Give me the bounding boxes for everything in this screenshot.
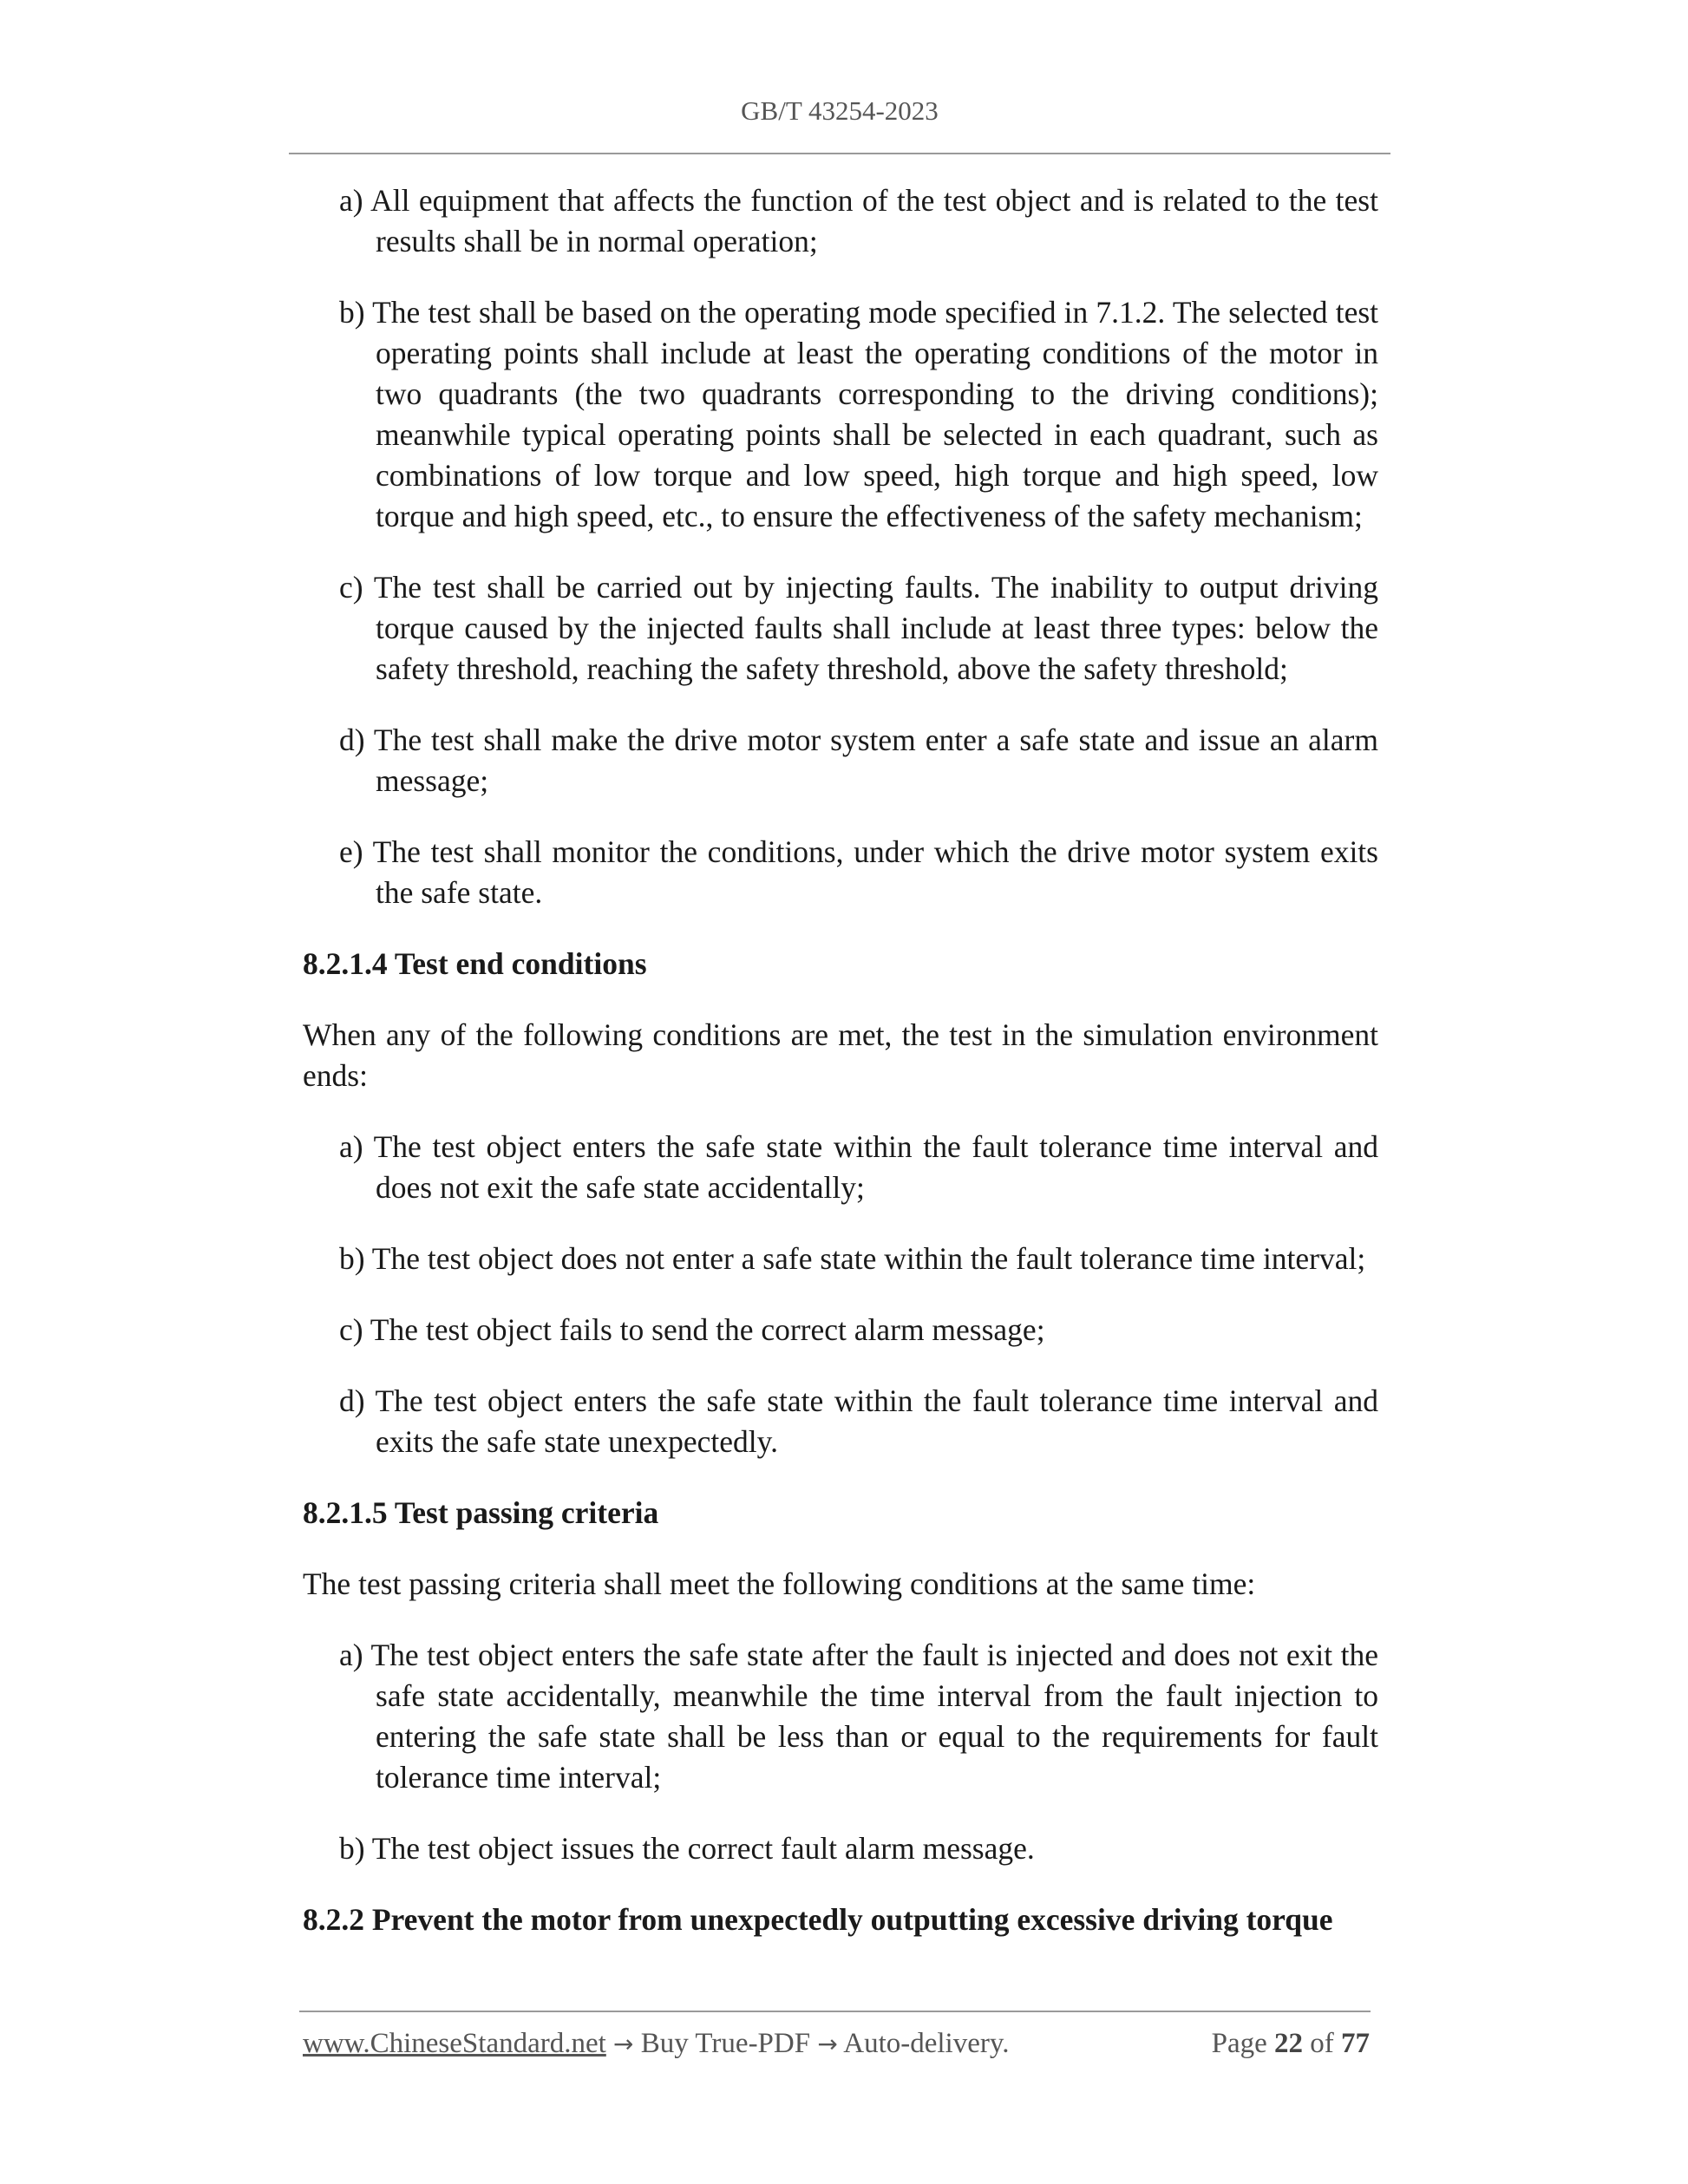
site-link[interactable]: www.ChineseStandard.net [303,2028,606,2059]
list-item: b) The test object does not enter a safe state within the fault tolerance time interval; [339,1241,1366,1276]
list-item: a) The test object enters the safe state after the fault is injected and does not exit the safe state accidentally, meanwhile the time interval from the fault injection to entering the safe state shall be less than or equal to the requirements for fault tolerance time interval; [339,1638,1378,1795]
page-label: Page [1211,2028,1267,2059]
section-intro: The test passing criteria shall meet the following conditions at the same time: [303,1566,1256,1601]
page-header [289,95,1390,127]
buy-pdf-text: Buy True-PDF [640,2028,811,2059]
section-intro: When any of the following conditions are met, the test in the simulation environment ends: [303,1017,1378,1093]
list-item: c) The test shall be carried out by injecting faults. The inability to output driving torque caused by the injected faults shall include at least three types: below the safety threshold, reaching the safety threshold, above the safety threshold; [339,570,1378,686]
page-indicator [1212,2028,1370,2060]
arrow-right-icon: → [613,2030,634,2058]
of-label: of [1310,2028,1334,2059]
page-body [303,180,1378,1971]
list-item: a) The test object enters the safe state within the fault tolerance time interval and does not exit the safe state accidentally; [339,1129,1378,1205]
list-item: d) The test shall make the drive motor system enter a safe state and issue an alarm message; [339,723,1378,798]
list-item: b) The test shall be based on the operating mode specified in 7.1.2. The selected test operating points shall include at least the operating conditions of the motor in two quadrants (the two quadrants corresponding to the driving conditions); meanwhile typical operating points shall be selected in each quadrant, such as combinations of low torque and low speed, high torque and high speed, low torque and high speed, etc., to ensure the effectiveness of the safety mechanism; [339,295,1378,533]
auto-delivery-text: Auto-delivery. [843,2028,1010,2059]
section-heading-test-passing-criteria: 8.2.1.5 Test passing criteria [303,1495,659,1530]
list-item: e) The test shall monitor the conditions, under which the drive motor system exits the safe state. [339,834,1378,910]
footer-left [303,2028,1009,2060]
total-pages: 77 [1341,2028,1370,2059]
page-footer [303,2028,1370,2067]
list-item: c) The test object fails to send the correct alarm message; [339,1312,1045,1347]
arrow-right-icon: → [817,2030,838,2058]
header-divider [289,153,1390,154]
section-heading-prevent-excessive-torque: 8.2.2 Prevent the motor from unexpectedly outputting excessive driving torque [303,1902,1333,1937]
list-item: a) All equipment that affects the function of the test object and is related to the test results shall be in normal operation; [339,183,1378,258]
page-number: 22 [1274,2028,1303,2059]
list-item: d) The test object enters the safe state within the fault tolerance time interval and exits the safe state unexpectedly. [339,1383,1378,1459]
section-heading-test-end-conditions: 8.2.1.4 Test end conditions [303,946,647,981]
document-id: GB/T 43254-2023 [741,95,939,126]
footer-divider [299,2011,1371,2012]
list-item: b) The test object issues the correct fault alarm message. [339,1831,1035,1866]
